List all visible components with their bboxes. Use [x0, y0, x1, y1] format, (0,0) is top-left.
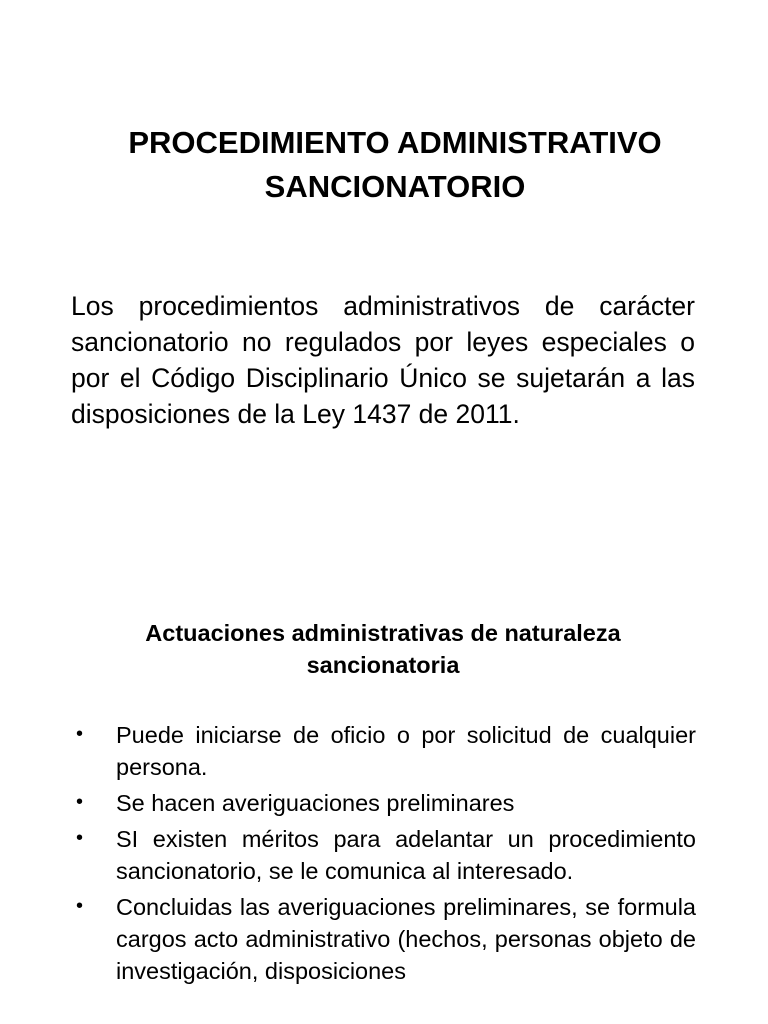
list-item: [0, 823, 768, 887]
list-item-text: Puede iniciarse de oficio o por solicitud de cualquier persona.: [116, 722, 696, 780]
list-item: [0, 787, 768, 819]
list-item-text: Se hacen averiguaciones preliminares: [116, 790, 515, 816]
page-title: [40, 121, 750, 209]
section-heading-line-2: sancionatoria: [306, 652, 460, 678]
page-title-line-2: SANCIONATORIO: [264, 169, 526, 204]
bullet-list: [0, 719, 768, 991]
list-item-text: Concluidas las averiguaciones preliminares, se formula cargos acto administrativo (hechos, personas objeto de investigación, disposiciones: [116, 894, 696, 984]
section-heading: [60, 617, 706, 681]
page-title-line-1: PROCEDIMIENTO ADMINISTRATIVO: [128, 125, 662, 160]
intro-paragraph: Los procedimientos administrativos de carácter sancionatorio no regulados por leyes especiales o por el Código Disciplinario Único se sujetarán a las disposiciones de la Ley 1437 de 2011.: [71, 291, 695, 429]
section-heading-line-1: Actuaciones administrativas de naturaleza: [145, 620, 621, 646]
bullet-icon: •: [76, 723, 84, 745]
bullet-icon: •: [76, 791, 84, 813]
list-item-text: SI existen méritos para adelantar un procedimiento sancionatorio, se le comunica al interesado.: [116, 826, 696, 884]
bullet-icon: •: [76, 827, 84, 849]
list-item: [0, 719, 768, 783]
list-item: [0, 891, 768, 987]
bullet-icon: •: [76, 895, 84, 917]
